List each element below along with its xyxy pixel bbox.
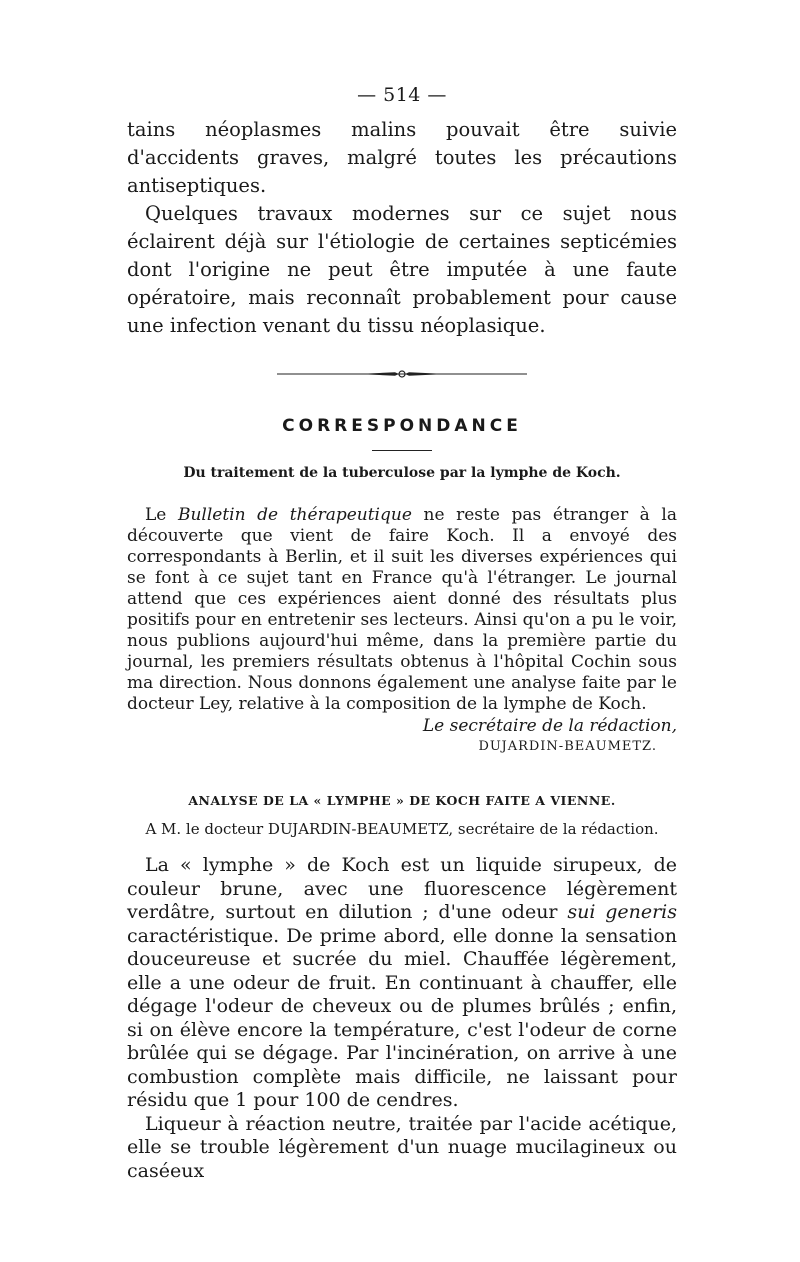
book-page <box>127 84 677 1183</box>
analysis-heading: ANALYSE DE LA « LYMPHE » DE KOCH FAITE A VIENNE. <box>188 793 616 808</box>
signature-name: DUJARDIN-BEAUMETZ. <box>478 739 657 754</box>
ornament-divider-icon <box>277 368 527 380</box>
section-subtitle: Du traitement de la tuberculose par la lymphe de Koch. <box>183 465 621 481</box>
analysis-address: A M. le docteur DUJARDIN-BEAUMETZ, secrétaire de la rédaction. <box>145 820 659 838</box>
analysis-text-after: caractéristique. De prime abord, elle donne la sensation douceureuse et sucrée du miel. Chauffée légèrement, elle a une odeur de fruit. En continuant à chauffer, elle dégage l'odeur de cheveux ou de plumes brûlés ; enfin, si on élève encore la température, c'est l'odeur de corne brûlée qui se dégage. Par l'incinération, on arrive à une combustion complète mais difficile, ne laissant pour résidu que 1 pour 100 de cendres. <box>127 924 677 1111</box>
letter-text-after: ne reste pas étranger à la découverte que vient de faire Koch. Il a envoyé des correspondants à Berlin, et il suit les diverses expériences qui se font à ce sujet tant en France qu'à l'étranger. Le journal attend que ces expériences aient donné des résultats plus positifs pour en entretenir ses lecteurs. Ainsi qu'on a pu le voir, nous publions aujourd'hui même, dans la première partie du journal, les premiers résultats obtenus à l'hôpital Cochin sous ma direction. Nous donnons également une analyse faite par le docteur Ley, relative à la composition de la lymphe de Koch. <box>127 505 677 714</box>
analysis-text-before: La « lymphe » de Koch est un liquide sirupeux, de couleur brune, avec une fluorescence légèrement verdâtre, surtout en dilution ; d'une odeur <box>127 854 677 923</box>
ornamental-rule <box>127 368 677 380</box>
letter-paragraph <box>127 505 677 715</box>
letter-journal-title: Bulletin de thérapeutique <box>177 505 412 525</box>
intro-paragraph-2: Quelques travaux modernes sur ce sujet nous éclairent déjà sur l'étiologie de certaines septicémies dont l'origine ne peut être imputée à une faute opératoire, mais reconnaît probablement pour cause une infection venant du tissu néoplasique. <box>127 202 677 337</box>
title-rule <box>372 450 432 451</box>
analysis-italic-term: sui generis <box>567 901 677 923</box>
intro-paragraph-1: tains néoplasmes malins pouvait être suivie d'accidents graves, malgré toutes les précautions antiseptiques. <box>127 118 677 197</box>
letter-text-before: Le <box>145 505 178 525</box>
analysis-paragraph-2: Liqueur à réaction neutre, traitée par l'acide acétique, elle se trouble légèrement d'un nuage mucilagineux ou caséeux <box>127 1112 677 1182</box>
page-number: — 514 — <box>357 84 447 106</box>
section-title: CORRESPONDANCE <box>282 416 522 436</box>
analysis-paragraph-1 <box>127 854 677 1113</box>
signature-role: Le secrétaire de la rédaction, <box>422 716 677 736</box>
